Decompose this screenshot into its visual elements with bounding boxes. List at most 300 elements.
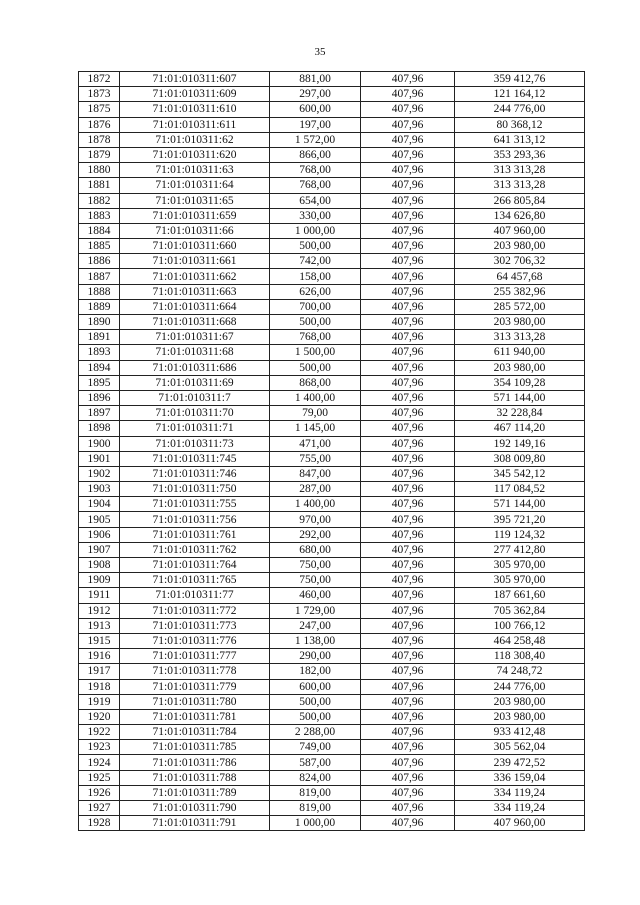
rate-cell: 407,96: [361, 770, 455, 785]
rate-cell: 407,96: [361, 740, 455, 755]
cadastral-number-cell: 71:01:010311:776: [120, 633, 270, 648]
row-number-cell: 1898: [79, 421, 120, 436]
area-cell: 768,00: [270, 330, 361, 345]
table-row: [79, 269, 585, 284]
total-cell: 354 109,28: [455, 375, 585, 390]
rate-cell: 407,96: [361, 178, 455, 193]
total-cell: 117 084,52: [455, 482, 585, 497]
row-number-cell: 1922: [79, 725, 120, 740]
row-number-cell: 1886: [79, 254, 120, 269]
area-cell: 1 000,00: [270, 223, 361, 238]
cadastral-number-cell: 71:01:010311:668: [120, 315, 270, 330]
rate-cell: 407,96: [361, 801, 455, 816]
area-cell: 768,00: [270, 163, 361, 178]
cadastral-number-cell: 71:01:010311:70: [120, 406, 270, 421]
cadastral-number-cell: 71:01:010311:607: [120, 72, 270, 87]
table-row: [79, 330, 585, 345]
cadastral-number-cell: 71:01:010311:65: [120, 193, 270, 208]
rate-cell: 407,96: [361, 406, 455, 421]
area-cell: 460,00: [270, 588, 361, 603]
area-cell: 600,00: [270, 102, 361, 117]
rate-cell: 407,96: [361, 558, 455, 573]
rate-cell: 407,96: [361, 360, 455, 375]
row-number-cell: 1912: [79, 603, 120, 618]
area-cell: 866,00: [270, 147, 361, 162]
table-row: [79, 588, 585, 603]
cadastral-number-cell: 71:01:010311:756: [120, 512, 270, 527]
area-cell: 158,00: [270, 269, 361, 284]
total-cell: 336 159,04: [455, 770, 585, 785]
rate-cell: 407,96: [361, 755, 455, 770]
row-number-cell: 1880: [79, 163, 120, 178]
row-number-cell: 1918: [79, 679, 120, 694]
cadastral-number-cell: 71:01:010311:659: [120, 208, 270, 223]
total-cell: 305 562,04: [455, 740, 585, 755]
total-cell: 407 960,00: [455, 816, 585, 831]
rate-cell: 407,96: [361, 269, 455, 284]
area-cell: 1 500,00: [270, 345, 361, 360]
cadastral-number-cell: 71:01:010311:781: [120, 709, 270, 724]
page-number: 35: [314, 46, 326, 58]
total-cell: 359 412,76: [455, 72, 585, 87]
table-row: [79, 801, 585, 816]
table-row: [79, 633, 585, 648]
rate-cell: 407,96: [361, 709, 455, 724]
table-row: [79, 193, 585, 208]
row-number-cell: 1903: [79, 482, 120, 497]
cadastral-number-cell: 71:01:010311:662: [120, 269, 270, 284]
table-row: [79, 816, 585, 831]
area-cell: 247,00: [270, 618, 361, 633]
area-cell: 819,00: [270, 785, 361, 800]
total-cell: 933 412,48: [455, 725, 585, 740]
table-row: [79, 223, 585, 238]
rate-cell: 407,96: [361, 345, 455, 360]
cadastral-number-cell: 71:01:010311:660: [120, 239, 270, 254]
row-number-cell: 1927: [79, 801, 120, 816]
area-cell: 197,00: [270, 117, 361, 132]
total-cell: 308 009,80: [455, 451, 585, 466]
row-number-cell: 1925: [79, 770, 120, 785]
area-cell: 587,00: [270, 755, 361, 770]
table-body: [79, 72, 585, 831]
row-number-cell: 1882: [79, 193, 120, 208]
cadastral-number-cell: 71:01:010311:778: [120, 664, 270, 679]
total-cell: 187 661,60: [455, 588, 585, 603]
area-cell: 500,00: [270, 239, 361, 254]
row-number-cell: 1907: [79, 542, 120, 557]
table-row: [79, 87, 585, 102]
row-number-cell: 1917: [79, 664, 120, 679]
cadastral-number-cell: 71:01:010311:755: [120, 497, 270, 512]
total-cell: 244 776,00: [455, 679, 585, 694]
area-cell: 292,00: [270, 527, 361, 542]
row-number-cell: 1913: [79, 618, 120, 633]
total-cell: 277 412,80: [455, 542, 585, 557]
cadastral-number-cell: 71:01:010311:611: [120, 117, 270, 132]
table-row: [79, 163, 585, 178]
area-cell: 1 138,00: [270, 633, 361, 648]
cadastral-number-cell: 71:01:010311:746: [120, 466, 270, 481]
area-cell: 1 729,00: [270, 603, 361, 618]
total-cell: 32 228,84: [455, 406, 585, 421]
table-row: [79, 542, 585, 557]
rate-cell: 407,96: [361, 436, 455, 451]
row-number-cell: 1904: [79, 497, 120, 512]
total-cell: 255 382,96: [455, 284, 585, 299]
cadastral-number-cell: 71:01:010311:764: [120, 558, 270, 573]
table-row: [79, 345, 585, 360]
row-number-cell: 1878: [79, 132, 120, 147]
total-cell: 121 164,12: [455, 87, 585, 102]
total-cell: 313 313,28: [455, 178, 585, 193]
rate-cell: 407,96: [361, 785, 455, 800]
total-cell: 203 980,00: [455, 315, 585, 330]
rate-cell: 407,96: [361, 299, 455, 314]
table-row: [79, 132, 585, 147]
area-cell: 600,00: [270, 679, 361, 694]
total-cell: 203 980,00: [455, 239, 585, 254]
area-cell: 755,00: [270, 451, 361, 466]
rate-cell: 407,96: [361, 603, 455, 618]
rate-cell: 407,96: [361, 421, 455, 436]
total-cell: 302 706,32: [455, 254, 585, 269]
cadastral-number-cell: 71:01:010311:7: [120, 390, 270, 405]
cadastral-number-cell: 71:01:010311:661: [120, 254, 270, 269]
total-cell: 244 776,00: [455, 102, 585, 117]
rate-cell: 407,96: [361, 512, 455, 527]
area-cell: 626,00: [270, 284, 361, 299]
row-number-cell: 1890: [79, 315, 120, 330]
area-cell: 500,00: [270, 709, 361, 724]
rate-cell: 407,96: [361, 451, 455, 466]
area-cell: 881,00: [270, 72, 361, 87]
row-number-cell: 1883: [79, 208, 120, 223]
total-cell: 611 940,00: [455, 345, 585, 360]
total-cell: 203 980,00: [455, 360, 585, 375]
total-cell: 119 124,32: [455, 527, 585, 542]
table-row: [79, 770, 585, 785]
rate-cell: 407,96: [361, 147, 455, 162]
table-row: [79, 375, 585, 390]
table-row: [79, 497, 585, 512]
rate-cell: 407,96: [361, 679, 455, 694]
total-cell: 407 960,00: [455, 223, 585, 238]
row-number-cell: 1884: [79, 223, 120, 238]
total-cell: 467 114,20: [455, 421, 585, 436]
table-row: [79, 725, 585, 740]
table-row: [79, 421, 585, 436]
rate-cell: 407,96: [361, 239, 455, 254]
row-number-cell: 1915: [79, 633, 120, 648]
table-row: [79, 664, 585, 679]
row-number-cell: 1911: [79, 588, 120, 603]
table-row: [79, 466, 585, 481]
cadastral-number-cell: 71:01:010311:762: [120, 542, 270, 557]
table-row: [79, 451, 585, 466]
total-cell: 203 980,00: [455, 709, 585, 724]
area-cell: 1 000,00: [270, 816, 361, 831]
cadastral-number-cell: 71:01:010311:773: [120, 618, 270, 633]
cadastral-number-cell: 71:01:010311:62: [120, 132, 270, 147]
area-cell: 768,00: [270, 178, 361, 193]
cadastral-number-cell: 71:01:010311:68: [120, 345, 270, 360]
table-row: [79, 436, 585, 451]
rate-cell: 407,96: [361, 375, 455, 390]
table-row: [79, 208, 585, 223]
total-cell: 80 368,12: [455, 117, 585, 132]
row-number-cell: 1924: [79, 755, 120, 770]
row-number-cell: 1889: [79, 299, 120, 314]
cadastral-number-cell: 71:01:010311:66: [120, 223, 270, 238]
row-number-cell: 1926: [79, 785, 120, 800]
cadastral-number-cell: 71:01:010311:63: [120, 163, 270, 178]
total-cell: 134 626,80: [455, 208, 585, 223]
table-row: [79, 239, 585, 254]
table-row: [79, 390, 585, 405]
total-cell: 118 308,40: [455, 649, 585, 664]
table-row: [79, 785, 585, 800]
cadastral-number-cell: 71:01:010311:779: [120, 679, 270, 694]
table-row: [79, 740, 585, 755]
table-row: [79, 618, 585, 633]
table-row: [79, 755, 585, 770]
rate-cell: 407,96: [361, 649, 455, 664]
area-cell: 287,00: [270, 482, 361, 497]
rate-cell: 407,96: [361, 208, 455, 223]
cadastral-number-cell: 71:01:010311:750: [120, 482, 270, 497]
rate-cell: 407,96: [361, 816, 455, 831]
row-number-cell: 1887: [79, 269, 120, 284]
rate-cell: 407,96: [361, 542, 455, 557]
cadastral-number-cell: 71:01:010311:620: [120, 147, 270, 162]
total-cell: 345 542,12: [455, 466, 585, 481]
total-cell: 100 766,12: [455, 618, 585, 633]
area-cell: 824,00: [270, 770, 361, 785]
area-cell: 297,00: [270, 87, 361, 102]
rate-cell: 407,96: [361, 618, 455, 633]
table-row: [79, 482, 585, 497]
table-row: [79, 147, 585, 162]
rate-cell: 407,96: [361, 497, 455, 512]
row-number-cell: 1919: [79, 694, 120, 709]
rate-cell: 407,96: [361, 132, 455, 147]
table-row: [79, 117, 585, 132]
total-cell: 313 313,28: [455, 330, 585, 345]
rate-cell: 407,96: [361, 223, 455, 238]
cadastral-number-cell: 71:01:010311:786: [120, 755, 270, 770]
cadastral-number-cell: 71:01:010311:777: [120, 649, 270, 664]
area-cell: 868,00: [270, 375, 361, 390]
rate-cell: 407,96: [361, 664, 455, 679]
total-cell: 334 119,24: [455, 801, 585, 816]
total-cell: 305 970,00: [455, 573, 585, 588]
table-row: [79, 315, 585, 330]
rate-cell: 407,96: [361, 573, 455, 588]
rate-cell: 407,96: [361, 588, 455, 603]
table-row: [79, 360, 585, 375]
rate-cell: 407,96: [361, 725, 455, 740]
row-number-cell: 1881: [79, 178, 120, 193]
row-number-cell: 1893: [79, 345, 120, 360]
area-cell: 1 145,00: [270, 421, 361, 436]
table-row: [79, 709, 585, 724]
row-number-cell: 1879: [79, 147, 120, 162]
cadastral-number-cell: 71:01:010311:761: [120, 527, 270, 542]
area-cell: 1 400,00: [270, 390, 361, 405]
total-cell: 395 721,20: [455, 512, 585, 527]
cadastral-number-cell: 71:01:010311:790: [120, 801, 270, 816]
rate-cell: 407,96: [361, 163, 455, 178]
cadastral-number-cell: 71:01:010311:73: [120, 436, 270, 451]
rate-cell: 407,96: [361, 87, 455, 102]
table-row: [79, 102, 585, 117]
row-number-cell: 1895: [79, 375, 120, 390]
area-cell: 750,00: [270, 558, 361, 573]
cadastral-number-cell: 71:01:010311:780: [120, 694, 270, 709]
rate-cell: 407,96: [361, 527, 455, 542]
table-row: [79, 558, 585, 573]
table-row: [79, 299, 585, 314]
row-number-cell: 1928: [79, 816, 120, 831]
total-cell: 334 119,24: [455, 785, 585, 800]
rate-cell: 407,96: [361, 117, 455, 132]
area-cell: 182,00: [270, 664, 361, 679]
row-number-cell: 1923: [79, 740, 120, 755]
area-cell: 749,00: [270, 740, 361, 755]
row-number-cell: 1891: [79, 330, 120, 345]
row-number-cell: 1908: [79, 558, 120, 573]
area-cell: 847,00: [270, 466, 361, 481]
row-number-cell: 1896: [79, 390, 120, 405]
area-cell: 471,00: [270, 436, 361, 451]
cadastral-number-cell: 71:01:010311:664: [120, 299, 270, 314]
row-number-cell: 1909: [79, 573, 120, 588]
area-cell: 500,00: [270, 694, 361, 709]
total-cell: 641 313,12: [455, 132, 585, 147]
total-cell: 266 805,84: [455, 193, 585, 208]
table-row: [79, 284, 585, 299]
cadastral-number-cell: 71:01:010311:663: [120, 284, 270, 299]
total-cell: 192 149,16: [455, 436, 585, 451]
area-cell: 2 288,00: [270, 725, 361, 740]
area-cell: 750,00: [270, 573, 361, 588]
cadastral-number-cell: 71:01:010311:788: [120, 770, 270, 785]
total-cell: 64 457,68: [455, 269, 585, 284]
rate-cell: 407,96: [361, 72, 455, 87]
cadastral-number-cell: 71:01:010311:772: [120, 603, 270, 618]
area-cell: 742,00: [270, 254, 361, 269]
row-number-cell: 1885: [79, 239, 120, 254]
table-row: [79, 603, 585, 618]
area-cell: 654,00: [270, 193, 361, 208]
cadastral-number-cell: 71:01:010311:67: [120, 330, 270, 345]
total-cell: 464 258,48: [455, 633, 585, 648]
cadastral-number-cell: 71:01:010311:765: [120, 573, 270, 588]
total-cell: 285 572,00: [455, 299, 585, 314]
row-number-cell: 1888: [79, 284, 120, 299]
cadastral-number-cell: 71:01:010311:69: [120, 375, 270, 390]
rate-cell: 407,96: [361, 466, 455, 481]
row-number-cell: 1902: [79, 466, 120, 481]
cadastral-number-cell: 71:01:010311:64: [120, 178, 270, 193]
row-number-cell: 1872: [79, 72, 120, 87]
row-number-cell: 1875: [79, 102, 120, 117]
area-cell: 819,00: [270, 801, 361, 816]
area-cell: 330,00: [270, 208, 361, 223]
row-number-cell: 1900: [79, 436, 120, 451]
table-row: [79, 406, 585, 421]
rate-cell: 407,96: [361, 102, 455, 117]
area-cell: 290,00: [270, 649, 361, 664]
rate-cell: 407,96: [361, 390, 455, 405]
cadastral-number-cell: 71:01:010311:610: [120, 102, 270, 117]
total-cell: 353 293,36: [455, 147, 585, 162]
total-cell: 571 144,00: [455, 390, 585, 405]
area-cell: 680,00: [270, 542, 361, 557]
row-number-cell: 1876: [79, 117, 120, 132]
area-cell: 500,00: [270, 360, 361, 375]
row-number-cell: 1906: [79, 527, 120, 542]
total-cell: 239 472,52: [455, 755, 585, 770]
rate-cell: 407,96: [361, 315, 455, 330]
total-cell: 305 970,00: [455, 558, 585, 573]
area-cell: 1 572,00: [270, 132, 361, 147]
rate-cell: 407,96: [361, 284, 455, 299]
table-row: [79, 72, 585, 87]
row-number-cell: 1920: [79, 709, 120, 724]
table-row: [79, 649, 585, 664]
rate-cell: 407,96: [361, 694, 455, 709]
total-cell: 74 248,72: [455, 664, 585, 679]
cadastral-number-cell: 71:01:010311:71: [120, 421, 270, 436]
area-cell: 500,00: [270, 315, 361, 330]
area-cell: 79,00: [270, 406, 361, 421]
row-number-cell: 1905: [79, 512, 120, 527]
table-row: [79, 679, 585, 694]
row-number-cell: 1901: [79, 451, 120, 466]
cadastral-number-cell: 71:01:010311:784: [120, 725, 270, 740]
rate-cell: 407,96: [361, 482, 455, 497]
row-number-cell: 1897: [79, 406, 120, 421]
cadastral-number-cell: 71:01:010311:789: [120, 785, 270, 800]
area-cell: 1 400,00: [270, 497, 361, 512]
total-cell: 705 362,84: [455, 603, 585, 618]
rate-cell: 407,96: [361, 633, 455, 648]
cadastral-number-cell: 71:01:010311:745: [120, 451, 270, 466]
cadastral-number-cell: 71:01:010311:609: [120, 87, 270, 102]
cadastral-number-cell: 71:01:010311:77: [120, 588, 270, 603]
area-cell: 700,00: [270, 299, 361, 314]
cadastral-number-cell: 71:01:010311:785: [120, 740, 270, 755]
table-row: [79, 254, 585, 269]
row-number-cell: 1916: [79, 649, 120, 664]
row-number-cell: 1894: [79, 360, 120, 375]
total-cell: 571 144,00: [455, 497, 585, 512]
table-row: [79, 694, 585, 709]
rate-cell: 407,96: [361, 330, 455, 345]
rate-cell: 407,96: [361, 193, 455, 208]
total-cell: 313 313,28: [455, 163, 585, 178]
table-row: [79, 178, 585, 193]
total-cell: 203 980,00: [455, 694, 585, 709]
cadastral-number-cell: 71:01:010311:686: [120, 360, 270, 375]
table-row: [79, 512, 585, 527]
table-row: [79, 573, 585, 588]
data-table: [78, 71, 585, 831]
row-number-cell: 1873: [79, 87, 120, 102]
rate-cell: 407,96: [361, 254, 455, 269]
